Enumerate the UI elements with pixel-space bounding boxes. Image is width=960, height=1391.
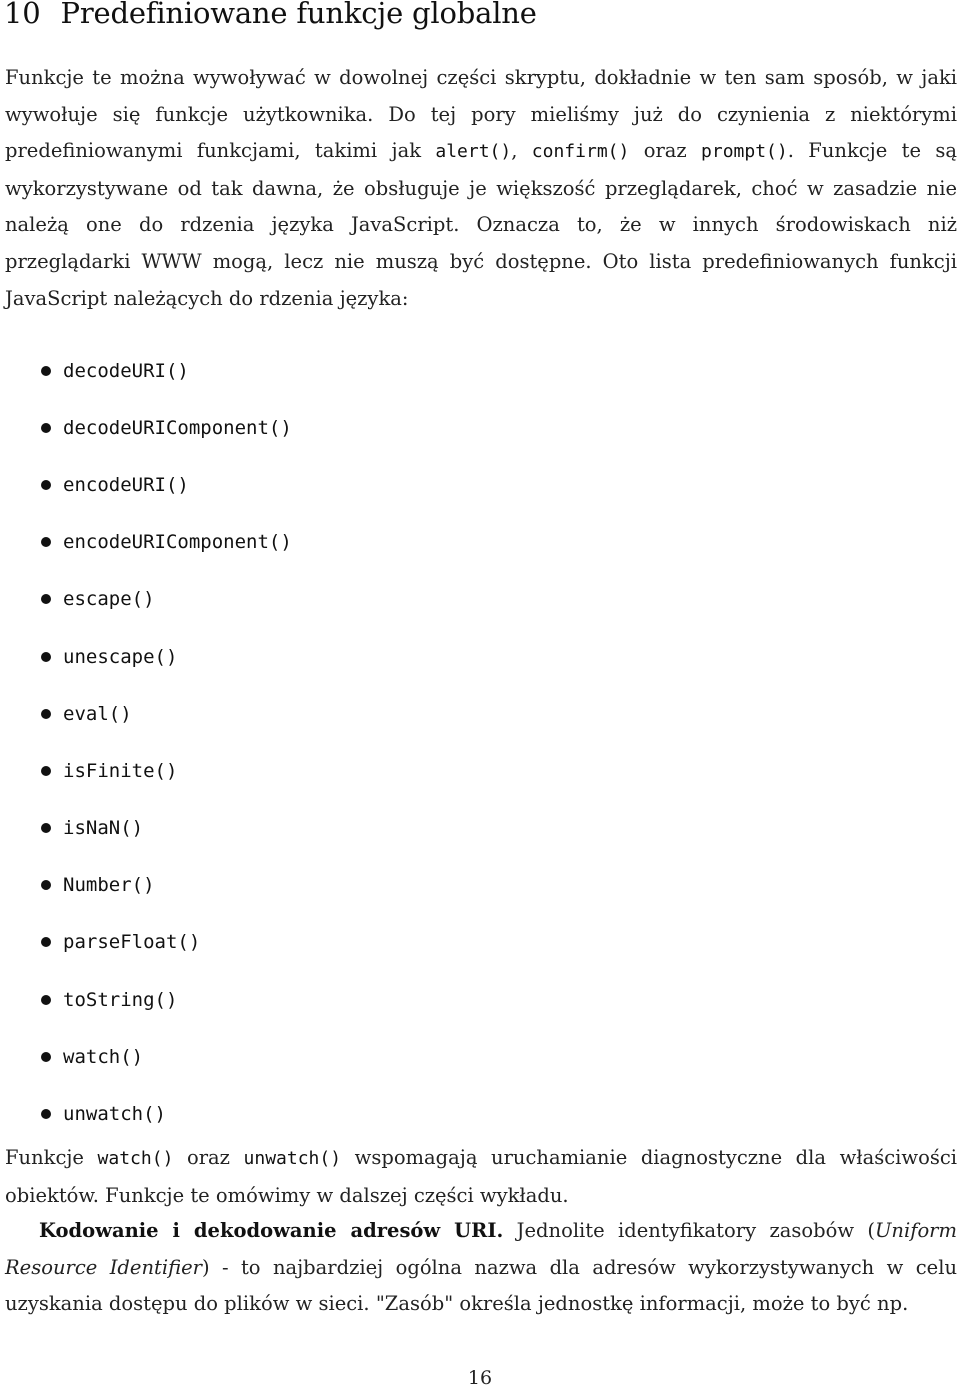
function-name: isFinite() (63, 759, 178, 782)
section-heading (4, 0, 537, 30)
list-item (0, 1083, 600, 1140)
intro-paragraph (5, 60, 957, 317)
list-item (0, 912, 600, 969)
list-item (0, 512, 600, 569)
watch-text-1: Funkcje (5, 1146, 98, 1169)
list-item (0, 855, 600, 912)
intro-text-4: . Funkcje te są wykorzystywane od tak dawna, że obsługuje je większość przeglądarek, choć w zasadzie nie należą one do rdzenia języka JavaScript. Oznacza to, że w innych środowiskach niż przeglądarki WWW mogą, lecz nie muszą być dostępne. Oto lista predefiniowanych funkcji JavaScript należących do rdzenia języka: (5, 139, 957, 310)
function-name: escape() (63, 588, 155, 611)
bullet-icon (41, 366, 51, 376)
list-item (0, 740, 600, 797)
list-item (0, 397, 600, 454)
uri-heading: Kodowanie i dekodowanie adresów URI. (39, 1219, 504, 1242)
function-name: watch() (63, 1045, 144, 1068)
function-name: toString() (63, 988, 178, 1011)
function-name: decodeURI() (63, 359, 189, 382)
function-name: Number() (63, 874, 155, 897)
bullet-icon (41, 537, 51, 547)
list-item (0, 969, 600, 1026)
function-name: unescape() (63, 645, 178, 668)
function-name: parseFloat() (63, 931, 201, 954)
list-item (0, 569, 600, 626)
function-name: isNaN() (63, 816, 144, 839)
function-name: encodeURI() (63, 473, 189, 496)
page-number: 16 (467, 1367, 493, 1389)
bullet-icon (41, 480, 51, 490)
list-item (0, 683, 600, 740)
section-title-text: Predefiniowane funkcje globalne (60, 0, 537, 30)
intro-text-1: Funkcje te można wywoływać w dowolnej części skryptu, dokładnie w ten sam sposób, w jaki wywołuje się funkcje użytkownika. Do tej pory mieliśmy już do czynienia z niektórymi predefiniowanymi funkcjami, takimi jak (5, 66, 957, 163)
list-item (0, 626, 600, 683)
code-confirm: confirm() (531, 141, 630, 163)
section-number: 10 (4, 0, 41, 30)
bullet-icon (41, 995, 51, 1005)
bullet-icon (41, 594, 51, 604)
bullet-icon (41, 652, 51, 662)
uri-text-2: ) - to najbardziej ogólna nazwa dla adresów wykorzystywanych w celu uzyskania dostępu do plików w sieci. "Zasób" określa jednostkę informacji, może to być np. (5, 1255, 958, 1316)
uri-paragraph (5, 1213, 957, 1323)
code-alert: alert() (435, 141, 512, 163)
code-prompt: prompt() (701, 141, 788, 163)
function-name: eval() (63, 702, 132, 725)
bullet-icon (41, 880, 51, 890)
bullet-icon (41, 1052, 51, 1062)
list-item (0, 340, 600, 397)
code-unwatch: unwatch() (243, 1148, 342, 1169)
list-item (0, 798, 600, 855)
code-watch: watch() (97, 1148, 174, 1169)
intro-text-3: oraz (629, 139, 702, 163)
list-item (0, 1026, 600, 1083)
watch-text-2: oraz (173, 1146, 244, 1169)
bullet-icon (41, 1109, 51, 1119)
function-name: encodeURIComponent() (63, 530, 292, 553)
bullet-icon (41, 423, 51, 433)
watch-text-3: wspomagają uruchamianie diagnostyczne dla właściwości obiektów. Funkcje te omówimy w dalszej części wykładu. (5, 1146, 957, 1207)
bullet-icon (41, 709, 51, 719)
list-item (0, 454, 600, 511)
intro-text-2: , (511, 139, 532, 163)
uri-text-1: Jednolite identyfikatory zasobów ( (503, 1219, 875, 1242)
watch-paragraph (5, 1139, 957, 1214)
bullet-icon (41, 823, 51, 833)
bullet-icon (41, 937, 51, 947)
function-name: decodeURIComponent() (63, 416, 292, 439)
uri-italic-term: Uniform Resource Identifier (5, 1219, 957, 1279)
function-list (0, 340, 600, 1141)
function-name: unwatch() (63, 1102, 166, 1125)
bullet-icon (41, 766, 51, 776)
